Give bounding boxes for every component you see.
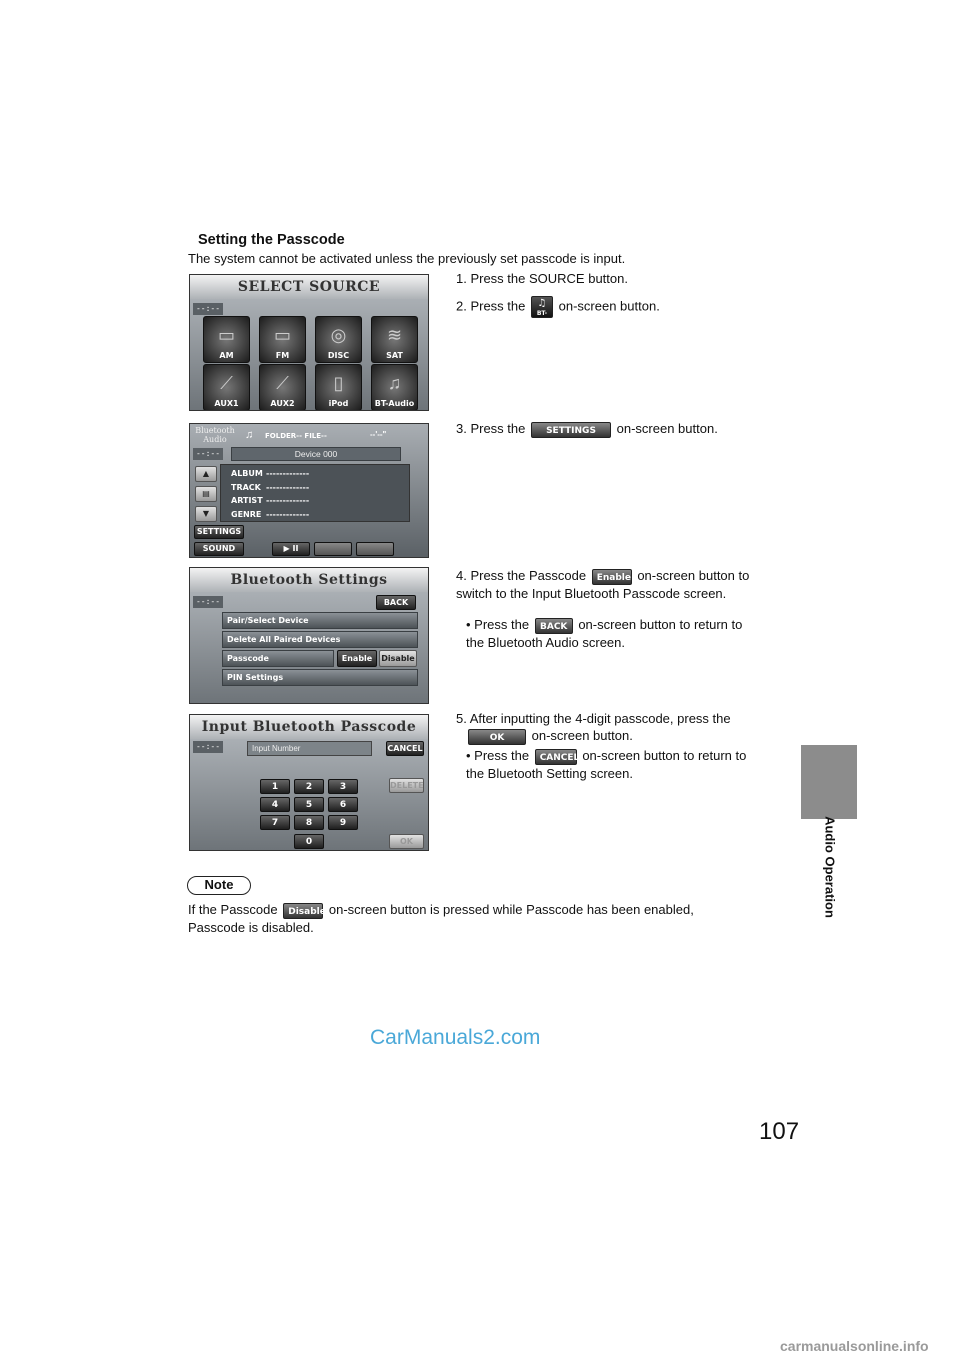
bluetooth-settings-screen [189,567,429,704]
step-5: 5. After inputting the 4-digit passcode, press the OK on-screen button. [456,711,731,743]
cancel-inline-button: CANCEL [535,749,577,765]
disable-inline-button: Disable [283,903,323,919]
key-9[interactable]: 9 [328,815,358,830]
music-note-icon: ♫ [537,298,547,309]
clock-display: --:-- [193,741,223,753]
step-2: 2. Press the ♫ BT-Audio on-screen button. [456,298,660,327]
screen-title: Input Bluetooth Passcode [190,715,428,739]
note-badge: Note [187,876,251,895]
key-7[interactable]: 7 [260,815,290,830]
source-fm-button[interactable]: ▭ FM [259,316,306,363]
pair-select-device-item[interactable]: Pair/Select Device [222,612,418,629]
page-number: 107 [759,1118,800,1145]
back-button[interactable]: BACK [376,595,416,610]
step-4-bullet: • Press the BACK on-screen button to return to the Bluetooth Audio screen. [466,617,743,650]
list-button[interactable]: ▤ [195,486,217,502]
back-inline-button: BACK [535,618,573,634]
source-bt-audio-button[interactable]: ♫ BT-Audio [371,364,418,411]
clock-display: --:-- [193,303,223,315]
album-row: ALBUM ------------- [231,469,310,478]
screen-title: SELECT SOURCE [190,275,428,299]
note-text: If the Passcode Disable on-screen button is pressed while Passcode has been enabled, Passcode is disabled. [188,902,694,935]
source-aux1-button[interactable]: ⟋ AUX1 [203,364,250,411]
track-row: TRACK ------------- [231,482,310,492]
ipod-icon: ▯ [333,373,344,393]
bluetooth-audio-screen [189,423,429,558]
source-am-button[interactable]: ▭ AM [203,316,250,363]
key-3[interactable]: 3 [328,779,358,794]
next-button[interactable] [356,542,394,556]
prev-button[interactable] [314,542,352,556]
key-8[interactable]: 8 [294,815,324,830]
key-2[interactable]: 2 [294,779,324,794]
folder-file-label: FOLDER-- FILE-- [265,432,327,440]
source-sat-button[interactable]: ≋ SAT [371,316,418,363]
scroll-up-button[interactable]: ▲ [195,466,217,482]
enable-inline-button: Enable [592,569,632,585]
step-3: 3. Press the SETTINGS on-screen button. [456,421,718,436]
section-intro: The system cannot be activated unless the previously set passcode is input. [188,251,626,266]
passcode-item: Passcode [222,650,334,667]
bt-audio-inline-button: ♫ BT-Audio [532,298,552,327]
step-5-bullet: • Press the CANCEL on-screen button to return to the Bluetooth Setting screen. [466,748,747,781]
enable-button[interactable]: Enable [337,650,377,667]
artist-row: ARTIST ------------- [231,496,310,505]
play-pause-button[interactable]: ▶ II [272,542,310,556]
side-tab-marker [801,745,857,819]
fm-icon: ▭ [273,325,291,345]
delete-all-paired-item[interactable]: Delete All Paired Devices [222,631,418,648]
key-0[interactable]: 0 [294,834,324,849]
scroll-down-button[interactable]: ▼ [195,506,217,522]
genre-row: GENRE ------------- [231,509,310,519]
select-source-screen [189,274,429,411]
key-1[interactable]: 1 [260,779,290,794]
step-1: 1. Press the SOURCE button. [456,271,628,286]
input-passcode-screen [189,714,429,851]
side-tab-label: Audio Operation [822,816,838,918]
track-time: --'--" [370,430,387,439]
cancel-button[interactable]: CANCEL [386,741,424,756]
satellite-icon: ≋ [386,325,403,345]
source-ipod-button[interactable]: ▯ iPod [315,364,362,411]
disc-icon: ◎ [330,325,347,345]
key-4[interactable]: 4 [260,797,290,812]
step-4: 4. Press the Passcode Enable on-screen button to switch to the Input Bluetooth Passcode screen. [456,568,750,601]
pin-settings-item[interactable]: PIN Settings [222,669,418,686]
clock-display: --:-- [193,448,223,460]
delete-button[interactable]: DELETE [389,778,424,793]
ok-inline-button: OK [468,729,526,745]
watermark-corner: carmanualsonline.info [780,1338,929,1354]
ok-button[interactable]: OK [389,834,424,849]
settings-button[interactable]: SETTINGS [194,525,244,539]
screen-title: Bluetooth Settings [190,568,428,592]
cable-icon: ⟋ [220,373,233,393]
am-icon: ▭ [217,325,235,345]
key-6[interactable]: 6 [328,797,358,812]
music-note-icon: ♫ [245,429,254,441]
track-info-panel [220,464,410,522]
settings-inline-button: SETTINGS [531,422,611,438]
passcode-input[interactable]: Input Number [247,741,372,756]
watermark-center: CarManuals2.com [370,1026,541,1049]
source-disc-button[interactable]: ◎ DISC [315,316,362,363]
section-heading: Setting the Passcode [198,232,345,248]
cable-icon: ⟋ [276,373,289,393]
device-name: Device 000 [231,447,401,461]
source-aux2-button[interactable]: ⟋ AUX2 [259,364,306,411]
music-note-icon: ♫ [387,373,402,393]
clock-display: --:-- [193,596,223,608]
key-5[interactable]: 5 [294,797,324,812]
disable-button[interactable]: Disable [379,650,417,667]
mode-label: Bluetooth Audio [195,426,235,444]
sound-button[interactable]: SOUND [194,542,244,556]
